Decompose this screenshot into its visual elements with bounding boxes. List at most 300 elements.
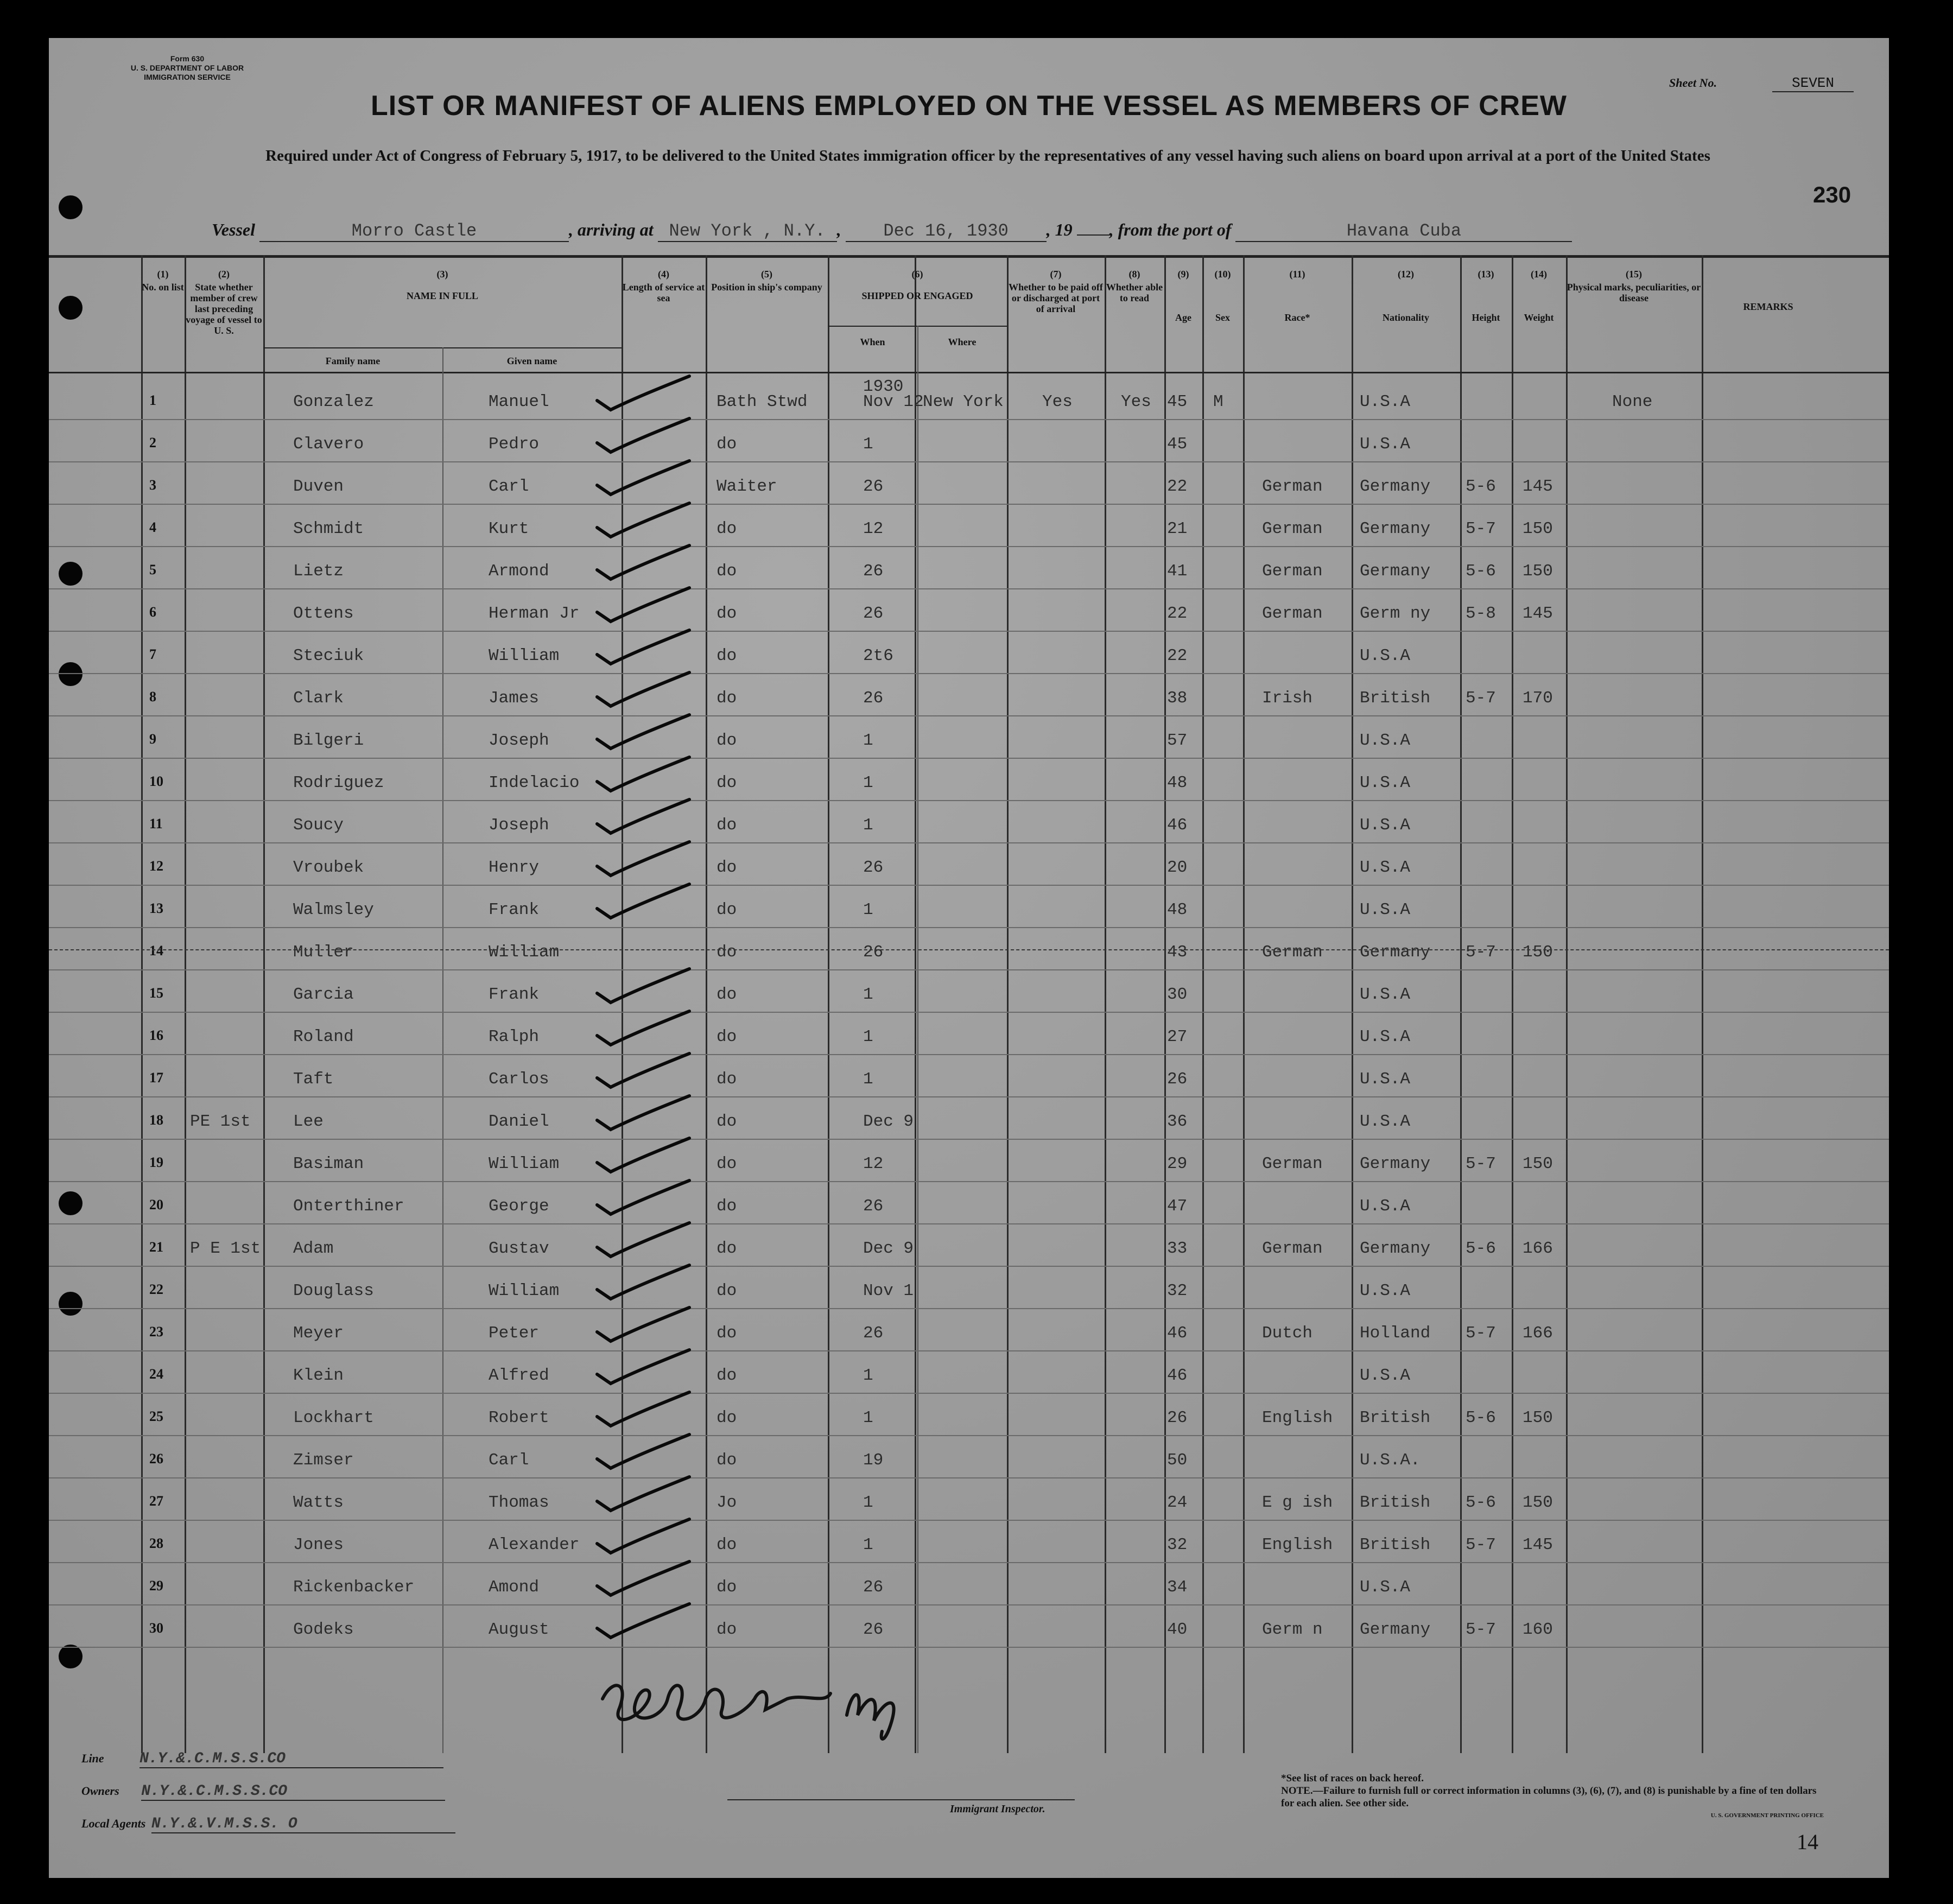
position: do	[716, 1070, 737, 1089]
weight: 145	[1523, 1535, 1553, 1554]
given-name: Alfred	[489, 1366, 549, 1385]
row-number: 14	[149, 943, 163, 959]
agents-label: Local Agents	[81, 1817, 146, 1830]
given-name: Carl	[489, 1451, 529, 1470]
table-row	[49, 716, 1889, 758]
nationality: U.S.A	[1360, 731, 1411, 750]
race: German	[1262, 477, 1323, 496]
vessel-label: Vessel	[212, 220, 255, 239]
position: do	[716, 1578, 737, 1597]
table-row	[49, 631, 1889, 674]
check-mark	[592, 1471, 695, 1514]
nationality: U.S.A	[1360, 392, 1411, 411]
table-row	[49, 1266, 1889, 1309]
age: 45	[1167, 435, 1188, 454]
check-mark	[592, 1048, 695, 1090]
position: Bath Stwd	[716, 392, 808, 411]
family-name: Watts	[293, 1493, 344, 1512]
check-mark	[592, 1133, 695, 1175]
column-title: Position in ship's company	[711, 282, 822, 293]
family-name: Steciuk	[293, 646, 364, 665]
height: 5-8	[1466, 604, 1496, 623]
column-subheader: Given name	[506, 356, 557, 366]
race: German	[1262, 1239, 1323, 1258]
penalty-note: NOTE.—Failure to furnish full or correct information in columns (3), (6), (7), and (8) is punishable by a fine of ten dollars for each alien. See other side.	[1281, 1785, 1817, 1809]
given-name: August	[489, 1620, 549, 1639]
line-value: N.Y.&.C.M.S.S.CO	[140, 1750, 443, 1768]
column-number: (15)	[1626, 269, 1642, 280]
weight: 150	[1523, 1154, 1553, 1173]
row-number: 24	[149, 1366, 163, 1382]
vessel-line: Vessel Morro Castle , arriving at New York , N.Y. , Dec 16, 1930 , 19 , from the port of Havana Cuba	[212, 220, 1572, 242]
shipped-when: 12	[863, 1154, 884, 1173]
family-name: Ottens	[293, 604, 354, 623]
from-port: Havana Cuba	[1235, 221, 1572, 242]
column-header	[1566, 269, 1702, 303]
row-number: 13	[149, 900, 163, 916]
shipped-when: Dec 9	[863, 1239, 914, 1258]
owners-value: N.Y.&.C.M.S.S.CO	[141, 1783, 445, 1801]
column-title: Nationality	[1382, 312, 1429, 323]
age: 47	[1167, 1197, 1188, 1216]
check-mark	[592, 921, 695, 963]
position: do	[716, 1239, 737, 1258]
row-number: 28	[149, 1535, 163, 1551]
shipped-when: 1	[863, 435, 873, 454]
row-number: 3	[149, 477, 156, 493]
prev-voyage: P E 1st	[190, 1239, 261, 1258]
shipped-when: 26	[863, 604, 884, 623]
race: German	[1262, 562, 1323, 581]
table-row	[49, 589, 1889, 631]
column-subheader: Family name	[325, 356, 381, 366]
given-name: George	[489, 1197, 549, 1216]
check-mark	[592, 1514, 695, 1556]
shipped-when: 1	[863, 1535, 873, 1554]
shipped-when: 1	[863, 900, 873, 919]
age: 46	[1167, 1324, 1188, 1343]
form-identifier	[103, 54, 271, 82]
table-row	[49, 970, 1889, 1012]
table-row	[49, 1520, 1889, 1563]
family-name: Adam	[293, 1239, 334, 1258]
given-name: William	[489, 646, 560, 665]
shipped-when: 26	[863, 1578, 884, 1597]
row-number: 8	[149, 689, 156, 705]
position: do	[716, 985, 737, 1004]
nationality: U.S.A	[1360, 900, 1411, 919]
age: 34	[1167, 1578, 1188, 1597]
family-name: Lockhart	[293, 1408, 374, 1427]
row-number: 29	[149, 1578, 163, 1594]
age: 50	[1167, 1451, 1188, 1470]
table-row	[49, 1351, 1889, 1393]
nationality: U.S.A.	[1360, 1451, 1421, 1470]
shipped-when: 1	[863, 773, 873, 792]
family-name: Godeks	[293, 1620, 354, 1639]
given-name: Joseph	[489, 816, 549, 835]
column-header	[1202, 269, 1243, 323]
table-row	[49, 504, 1889, 547]
family-name: Gonzalez	[293, 392, 374, 411]
age: 29	[1167, 1154, 1188, 1173]
given-name: Frank	[489, 900, 540, 919]
given-name: Kurt	[489, 519, 529, 538]
age: 26	[1167, 1070, 1188, 1089]
weight: 145	[1523, 604, 1553, 623]
race: Germ n	[1262, 1620, 1323, 1639]
position: do	[716, 858, 737, 877]
age: 36	[1167, 1112, 1188, 1131]
inspector-label: Immigrant Inspector.	[950, 1803, 1045, 1815]
age: 22	[1167, 646, 1188, 665]
column-title: REMARKS	[1743, 301, 1793, 312]
column-number: (10)	[1214, 269, 1231, 280]
given-name: William	[489, 1154, 560, 1173]
family-name: Vroubek	[293, 858, 364, 877]
position: do	[716, 1324, 737, 1343]
line-label: Line	[81, 1751, 104, 1765]
family-name: Zimser	[293, 1451, 354, 1470]
shipped-when: 1	[863, 731, 873, 750]
age: 21	[1167, 519, 1188, 538]
table-row	[49, 801, 1889, 843]
column-number: (2)	[218, 269, 230, 280]
position: do	[716, 1112, 737, 1131]
column-title: Age	[1175, 312, 1191, 323]
check-mark	[592, 1598, 695, 1641]
year-label: 19	[1055, 220, 1073, 239]
position: do	[716, 689, 737, 708]
race: German	[1262, 519, 1323, 538]
age: 26	[1167, 1408, 1188, 1427]
height: 5-6	[1466, 1493, 1496, 1512]
column-header	[828, 269, 1007, 301]
height: 5-7	[1466, 1324, 1496, 1343]
nationality: Germany	[1360, 1239, 1431, 1258]
table-row	[49, 758, 1889, 801]
column-title: Height	[1472, 312, 1500, 323]
sheet-number: SEVEN	[1772, 75, 1854, 92]
nationality: U.S.A	[1360, 1027, 1411, 1046]
check-mark	[592, 963, 695, 1006]
column-title: NAME IN FULL	[406, 290, 478, 301]
table-row	[49, 462, 1889, 504]
column-number: (7)	[1050, 269, 1062, 280]
check-mark	[592, 582, 695, 625]
age: 46	[1167, 1366, 1188, 1385]
row-number: 23	[149, 1324, 163, 1340]
table-row	[49, 377, 1889, 420]
race: German	[1262, 943, 1323, 962]
shipped-when: 26	[863, 1620, 884, 1639]
given-name: Joseph	[489, 731, 549, 750]
given-name: William	[489, 1281, 560, 1300]
height: 5-7	[1466, 519, 1496, 538]
given-name: Carl	[489, 477, 529, 496]
column-title: Weight	[1524, 312, 1554, 323]
age: 32	[1167, 1535, 1188, 1554]
column-number: (9)	[1177, 269, 1189, 280]
age: 46	[1167, 816, 1188, 835]
family-name: Muller	[293, 943, 354, 962]
printer-mark: U. S. GOVERNMENT PRINTING OFFICE	[1710, 1812, 1824, 1819]
age: 27	[1167, 1027, 1188, 1046]
agents-value: N.Y.&.V.M.S.S. O	[151, 1816, 455, 1833]
height: 5-7	[1466, 1154, 1496, 1173]
nationality: Holland	[1360, 1324, 1431, 1343]
position: do	[716, 816, 737, 835]
manifest-table	[49, 255, 1889, 1753]
agents-field	[81, 1816, 455, 1833]
row-number: 27	[149, 1493, 163, 1509]
age: 57	[1167, 731, 1188, 750]
table-row	[49, 1393, 1889, 1436]
position: do	[716, 1620, 737, 1639]
position: do	[716, 1154, 737, 1173]
check-mark	[592, 1260, 695, 1302]
family-name: Soucy	[293, 816, 344, 835]
nationality: U.S.A	[1360, 816, 1411, 835]
family-name: Clavero	[293, 435, 364, 454]
nationality: Germany	[1360, 1620, 1431, 1639]
given-name: Manuel	[489, 392, 549, 411]
row-number: 20	[149, 1197, 163, 1213]
height: 5-6	[1466, 1239, 1496, 1258]
table-row	[49, 1309, 1889, 1351]
row-number: 15	[149, 985, 163, 1001]
race: E g ish	[1262, 1493, 1333, 1512]
check-mark	[592, 625, 695, 667]
weight: 166	[1523, 1239, 1553, 1258]
nationality: Germany	[1360, 943, 1431, 962]
position: do	[716, 604, 737, 623]
position: do	[716, 943, 737, 962]
race: English	[1262, 1535, 1333, 1554]
check-mark	[592, 836, 695, 879]
column-title: State whether member of crew last preceding voyage of vessel to U. S.	[186, 282, 262, 336]
check-mark	[592, 498, 695, 540]
family-name: Bilgeri	[293, 731, 364, 750]
age: 32	[1167, 1281, 1188, 1300]
position: do	[716, 773, 737, 792]
column-title: Length of service at sea	[622, 282, 705, 303]
table-row	[49, 1055, 1889, 1097]
race: English	[1262, 1408, 1333, 1427]
inspector-signature	[597, 1666, 923, 1748]
service-name: IMMIGRATION SERVICE	[144, 73, 231, 81]
shipped-when: 1	[863, 1070, 873, 1089]
check-mark	[592, 1556, 695, 1598]
position: do	[716, 1281, 737, 1300]
weight: 166	[1523, 1324, 1553, 1343]
nationality: British	[1360, 1408, 1431, 1427]
given-name: Pedro	[489, 435, 540, 454]
table-row	[49, 928, 1889, 970]
row-number: 30	[149, 1620, 163, 1636]
age: 24	[1167, 1493, 1188, 1512]
nationality: U.S.A	[1360, 1366, 1411, 1385]
nationality: U.S.A	[1360, 858, 1411, 877]
manifest-page	[49, 38, 1889, 1878]
shipped-when: 26	[863, 858, 884, 877]
check-mark	[592, 1090, 695, 1133]
weight: 150	[1523, 519, 1553, 538]
table-row	[49, 843, 1889, 885]
shipped-when: 1	[863, 1493, 873, 1512]
family-name: Douglass	[293, 1281, 374, 1300]
shipped-when: 1	[863, 1027, 873, 1046]
age: 38	[1167, 689, 1188, 708]
weight: 160	[1523, 1620, 1553, 1639]
given-name: Armond	[489, 562, 549, 581]
check-mark	[592, 667, 695, 709]
given-name: Gustav	[489, 1239, 549, 1258]
row-number: 12	[149, 858, 163, 874]
nationality: U.S.A	[1360, 1112, 1411, 1131]
shipped-when: 1	[863, 985, 873, 1004]
table-row	[49, 547, 1889, 589]
age: 20	[1167, 858, 1188, 877]
position: do	[716, 731, 737, 750]
form-number: Form 630	[170, 54, 205, 63]
weight: 170	[1523, 689, 1553, 708]
column-title: Whether to be paid off or discharged at port of arrival	[1009, 282, 1103, 314]
position: do	[716, 1535, 737, 1554]
check-mark	[592, 1344, 695, 1387]
row-number: 6	[149, 604, 156, 620]
check-mark	[592, 794, 695, 836]
check-mark	[592, 1302, 695, 1344]
column-number: (3)	[436, 269, 448, 280]
age: 48	[1167, 773, 1188, 792]
nationality: U.S.A	[1360, 1281, 1411, 1300]
height: 5-6	[1466, 477, 1496, 496]
column-number: (11)	[1289, 269, 1305, 280]
shipped-when: 26	[863, 689, 884, 708]
family-name: Walmsley	[293, 900, 374, 919]
column-header	[141, 269, 185, 293]
age: 48	[1167, 900, 1188, 919]
row-rule	[49, 1647, 1889, 1648]
inspector-line	[727, 1799, 1075, 1800]
nationality: U.S.A	[1360, 985, 1411, 1004]
row-number: 5	[149, 562, 156, 577]
shipped-when: 26	[863, 943, 884, 962]
row-number: 9	[149, 731, 156, 747]
weight: 150	[1523, 562, 1553, 581]
row-number: 18	[149, 1112, 163, 1128]
family-name: Rickenbacker	[293, 1578, 415, 1597]
age: 43	[1167, 943, 1188, 962]
column-subheader: When	[860, 337, 885, 347]
line-field	[81, 1750, 443, 1768]
shipped-when: 1	[863, 816, 873, 835]
column-header	[1243, 269, 1352, 323]
given-name: Herman Jr	[489, 604, 580, 623]
shipped-when: 26	[863, 562, 884, 581]
page-subtitle: Required under Act of Congress of February 5, 1917, to be delivered to the United States immigration officer by the representatives of any vessel having such aliens on board upon arrival at a port of the United States	[265, 147, 1710, 164]
family-name: Basiman	[293, 1154, 364, 1173]
column-number: (5)	[761, 269, 772, 280]
position: Jo	[716, 1493, 737, 1512]
row-number: 7	[149, 646, 156, 662]
nationality: U.S.A	[1360, 646, 1411, 665]
shipped-where: New York	[923, 392, 1004, 411]
shipped-when: Nov 12	[863, 392, 924, 411]
row-number: 22	[149, 1281, 163, 1297]
owners-label: Owners	[81, 1784, 119, 1798]
given-name: Daniel	[489, 1112, 549, 1131]
age: 40	[1167, 1620, 1188, 1639]
table-row	[49, 1605, 1889, 1647]
footnote	[1281, 1772, 1824, 1822]
row-number: 10	[149, 773, 163, 789]
column-number: (12)	[1398, 269, 1414, 280]
nationality: U.S.A	[1360, 1197, 1411, 1216]
position: do	[716, 646, 737, 665]
shipped-year: 1930	[863, 377, 904, 396]
given-name: Alexander	[489, 1535, 580, 1554]
shipped-when: 2t6	[863, 646, 893, 665]
header-rule	[49, 372, 1889, 373]
position: do	[716, 519, 737, 538]
given-name: Carlos	[489, 1070, 549, 1089]
row-number: 2	[149, 435, 156, 450]
position: do	[716, 1408, 737, 1427]
nationality: Germ ny	[1360, 604, 1431, 623]
column-number: (6)	[911, 269, 923, 280]
table-row	[49, 674, 1889, 716]
column-number: (13)	[1478, 269, 1494, 280]
nationality: Germany	[1360, 1154, 1431, 1173]
column-title: SHIPPED OR ENGAGED	[861, 290, 973, 301]
race: German	[1262, 1154, 1323, 1173]
check-mark	[592, 1006, 695, 1048]
given-name: Peter	[489, 1324, 540, 1343]
age: 22	[1167, 604, 1188, 623]
column-title: Sex	[1215, 312, 1230, 323]
binder-hole	[59, 195, 83, 219]
given-name: Robert	[489, 1408, 549, 1427]
check-mark	[592, 709, 695, 752]
column-header	[1702, 269, 1835, 312]
nationality: Germany	[1360, 519, 1431, 538]
nationality: U.S.A	[1360, 773, 1411, 792]
given-name: Amond	[489, 1578, 540, 1597]
page-number: 230	[1813, 182, 1851, 207]
table-row	[49, 1478, 1889, 1520]
height: 5-6	[1466, 1408, 1496, 1427]
column-number: (14)	[1531, 269, 1547, 280]
position: do	[716, 1197, 737, 1216]
column-number: (4)	[658, 269, 669, 280]
position: do	[716, 1027, 737, 1046]
row-number: 17	[149, 1070, 163, 1086]
position: do	[716, 900, 737, 919]
sex: M	[1213, 392, 1223, 411]
table-row	[49, 1563, 1889, 1605]
column-number: (8)	[1128, 269, 1140, 280]
row-number: 19	[149, 1154, 163, 1170]
shipped-when: Dec 9	[863, 1112, 914, 1131]
family-name: Taft	[293, 1070, 334, 1089]
physical-marks: None	[1612, 392, 1653, 411]
check-mark	[592, 413, 695, 455]
shipped-when: 26	[863, 477, 884, 496]
column-header	[1105, 269, 1164, 303]
row-number: 11	[149, 816, 163, 832]
